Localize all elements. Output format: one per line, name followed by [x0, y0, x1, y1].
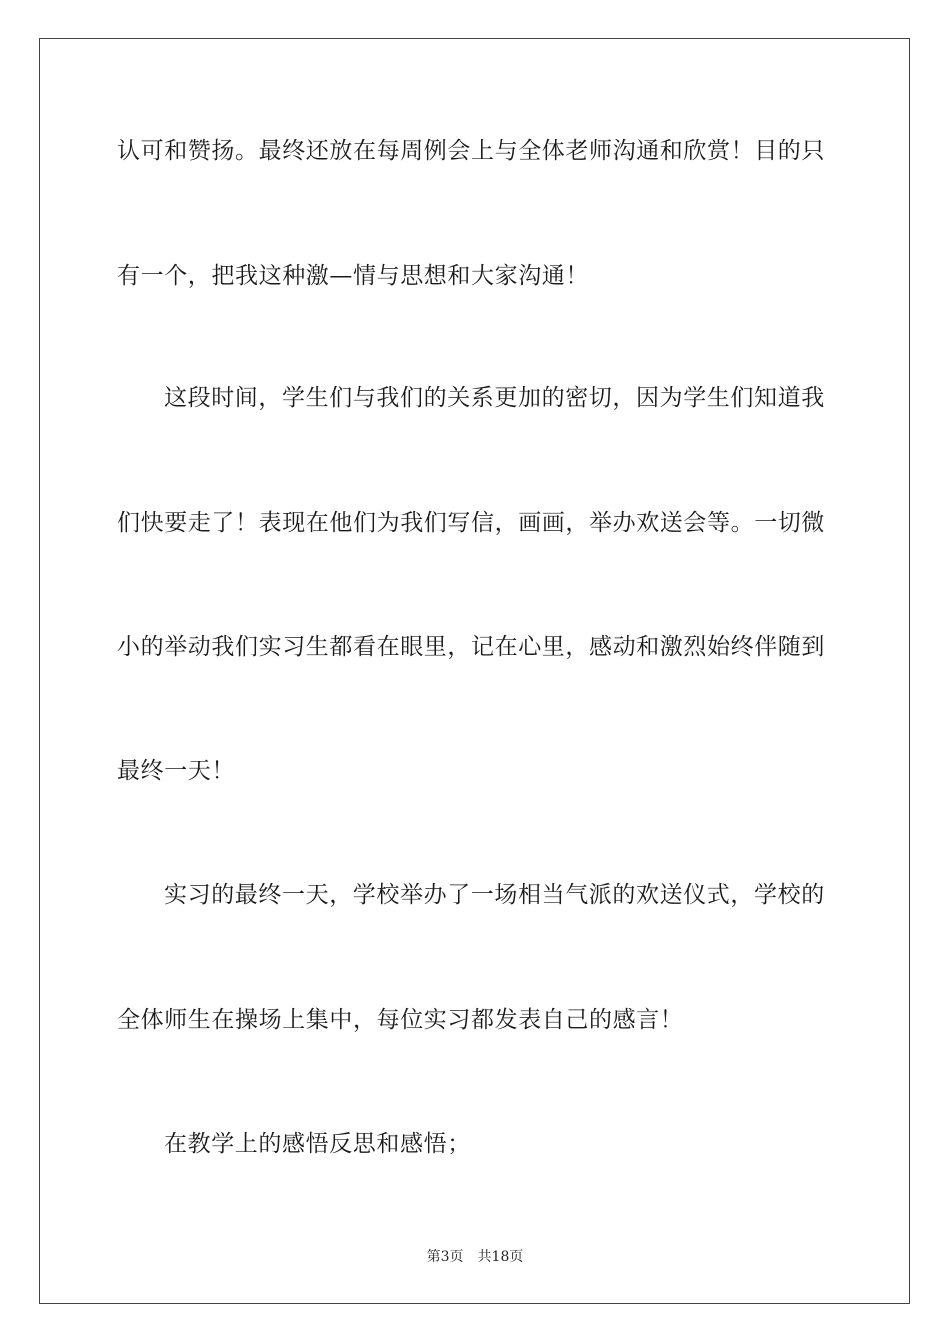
body-text-line: 全体师生在操场上集中，每位实习都发表自己的感言！	[117, 1007, 684, 1033]
paragraph-start-line: 这段时间，学生们与我们的关系更加的密切，因为学生们知道我	[164, 385, 825, 411]
body-text-line: 最终一天！	[117, 758, 235, 784]
body-text-line: 认可和赞扬。最终还放在每周例会上与全体老师沟通和欣赏！目的只	[117, 138, 825, 164]
paragraph-start-line: 在教学上的感悟反思和感悟；	[164, 1131, 471, 1157]
body-text-line: 小的举动我们实习生都看在眼里，记在心里，感动和激烈始终伴随到	[117, 634, 825, 660]
current-page-number: 第3页	[426, 1249, 464, 1265]
page-footer	[0, 1248, 950, 1266]
body-text-line: 有一个，把我这种激—情与思想和大家沟通！	[117, 263, 589, 289]
body-text-line: 们快要走了！表现在他们为我们写信，画画，举办欢送会等。一切微	[117, 510, 825, 536]
total-pages: 共18页	[477, 1249, 524, 1265]
paragraph-start-line: 实习的最终一天，学校举办了一场相当气派的欢送仪式，学校的	[164, 882, 825, 908]
page-border	[39, 38, 910, 1304]
